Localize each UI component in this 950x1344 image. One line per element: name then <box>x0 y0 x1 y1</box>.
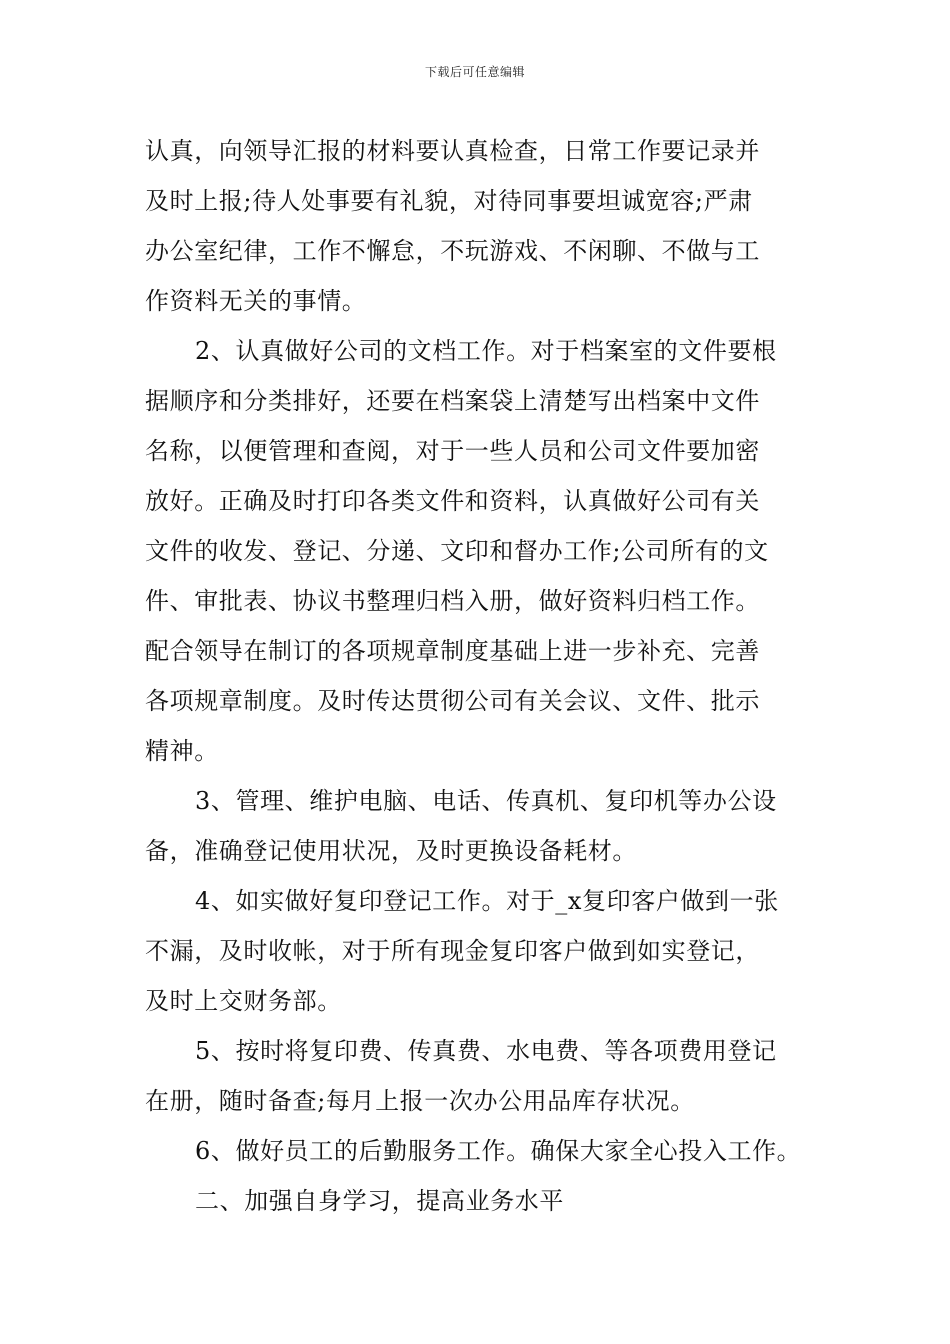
text-line: 在册，随时备查;每月上报一次办公用品库存状况。 <box>145 1087 695 1115</box>
text-line: 配合领导在制订的各项规章制度基础上进一步补充、完善 <box>145 637 760 665</box>
text-line: 及时上报;待人处事要有礼貌，对待同事要坦诚宽容;严肃 <box>145 187 753 215</box>
text-line: 文件的收发、登记、分递、文印和督办工作;公司所有的文 <box>145 537 769 565</box>
text-line: 作资料无关的事情。 <box>145 287 367 315</box>
text-line: 备，准确登记使用状况，及时更换设备耗材。 <box>145 837 637 865</box>
paragraph-start-line: 5、按时将复印费、传真费、水电费、等各项费用登记 <box>195 1037 777 1065</box>
paragraph-start-line: 3、管理、维护电脑、电话、传真机、复印机等办公设 <box>195 787 777 815</box>
text-line: 名称，以便管理和查阅，对于一些人员和公司文件要加密 <box>145 437 760 465</box>
document-body <box>145 126 810 1226</box>
text-line: 放好。正确及时打印各类文件和资料，认真做好公司有关 <box>145 487 760 515</box>
text-line: 据顺序和分类排好，还要在档案袋上清楚写出档案中文件 <box>145 387 760 415</box>
text-line: 精神。 <box>145 737 219 765</box>
paragraph-start-line: 4、如实做好复印登记工作。对于_x复印客户做到一张 <box>195 887 779 915</box>
paragraph-start-line: 2、认真做好公司的文档工作。对于档案室的文件要根 <box>195 337 777 365</box>
text-line: 及时上交财务部。 <box>145 987 342 1015</box>
page-header: 下载后可任意编辑 <box>424 65 525 79</box>
text-line: 办公室纪律，工作不懈怠，不玩游戏、不闲聊、不做与工 <box>145 237 760 265</box>
paragraph-start-line: 6、做好员工的后勤服务工作。确保大家全心投入工作。 <box>195 1137 802 1165</box>
section-heading: 二、加强自身学习，提高业务水平 <box>195 1187 564 1215</box>
text-line: 认真，向领导汇报的材料要认真检查，日常工作要记录并 <box>145 137 760 165</box>
text-line: 各项规章制度。及时传达贯彻公司有关会议、文件、批示 <box>145 687 760 715</box>
text-line: 不漏，及时收帐，对于所有现金复印客户做到如实登记， <box>145 937 760 965</box>
text-line: 件、审批表、协议书整理归档入册，做好资料归档工作。 <box>145 587 760 615</box>
